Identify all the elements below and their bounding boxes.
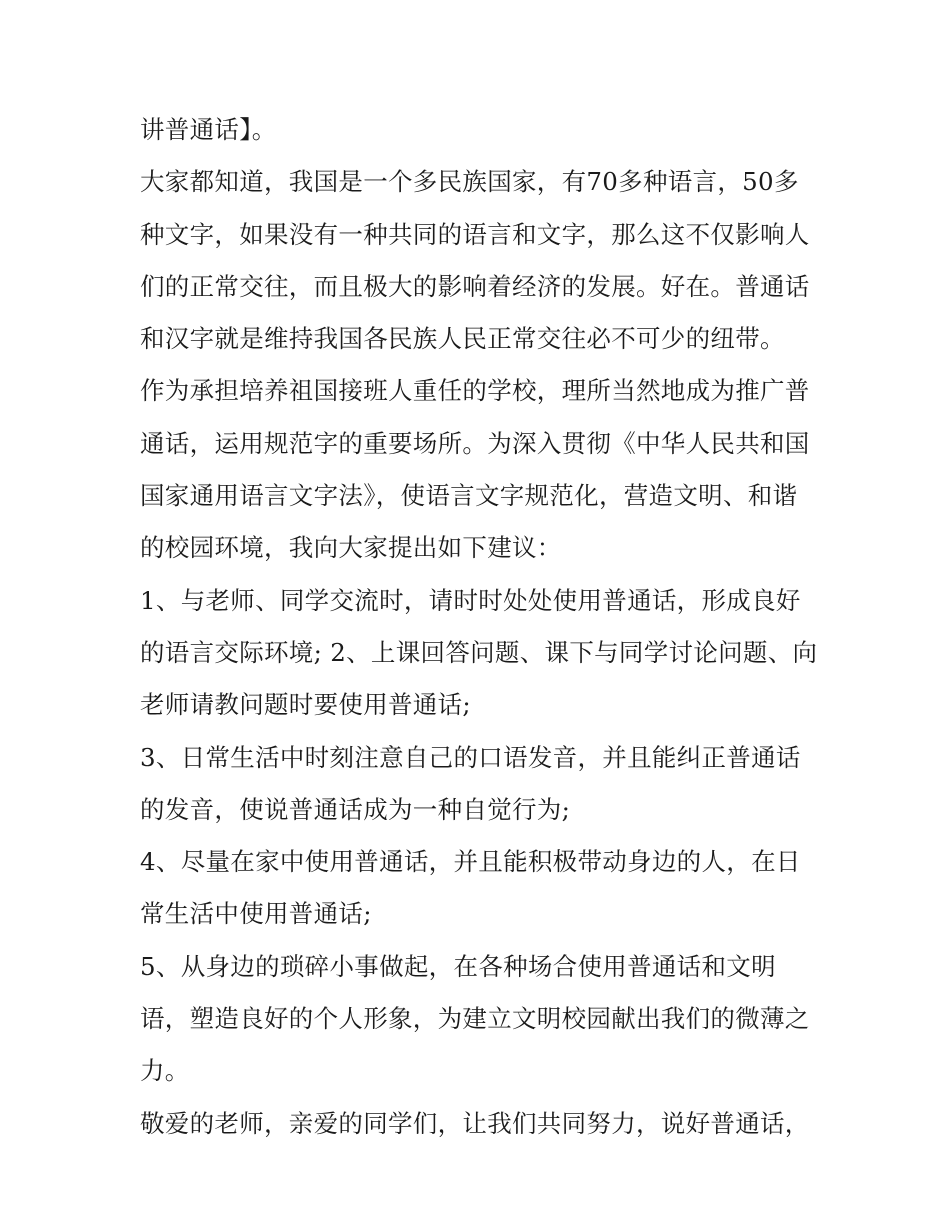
text-line: 作为承担培养祖国接班人重任的学校，理所当然地成为推广普 — [140, 376, 810, 406]
text-line: 的发音，使说普通话成为一种自觉行为; — [140, 794, 571, 824]
text-line: 常生活中使用普通话; — [140, 899, 372, 929]
text-line: 大家都知道，我国是一个多民族国家，有70多种语言，50多 — [140, 167, 799, 197]
text-line: 力。 — [140, 1056, 190, 1086]
text-line: 的语言交际环境; 2、上课回答问题、课下与同学讨论问题、向 — [140, 637, 818, 667]
text-line: 5、从身边的琐碎小事做起，在各种场合使用普通话和文明 — [140, 951, 776, 981]
body-text — [140, 104, 820, 1150]
text-line: 种文字，如果没有一种共同的语言和文字，那么这不仅影响人 — [140, 219, 810, 249]
text-line: 的校园环境，我向大家提出如下建议： — [140, 533, 562, 563]
text-line: 通话，运用规范字的重要场所。为深入贯彻《中华人民共和国 — [140, 428, 810, 458]
text-line: 语，塑造良好的个人形象，为建立文明校园献出我们的微薄之 — [140, 1004, 810, 1034]
text-line: 3、日常生活中时刻注意自己的口语发音，并且能纠正普通话 — [140, 742, 801, 772]
text-line: 敬爱的老师，亲爱的同学们，让我们共同努力，说好普通话， — [140, 1108, 810, 1138]
text-line: 国家通用语言文字法》，使语言文字规范化，营造文明、和谐 — [140, 481, 798, 511]
text-line: 老师请教问题时要使用普通话; — [140, 690, 471, 720]
text-line: 们的正常交往，而且极大的影响着经济的发展。好在。普通话 — [140, 271, 810, 301]
text-line: 4、尽量在家中使用普通话，并且能积极带动身边的人，在日 — [140, 847, 801, 877]
text-line: 1、与老师、同学交流时，请时时处处使用普通话，形成良好 — [140, 585, 801, 615]
text-line: 和汉字就是维持我国各民族人民正常交往必不可少的纽带。 — [140, 324, 785, 354]
text-line: 讲普通话】。 — [140, 115, 277, 144]
